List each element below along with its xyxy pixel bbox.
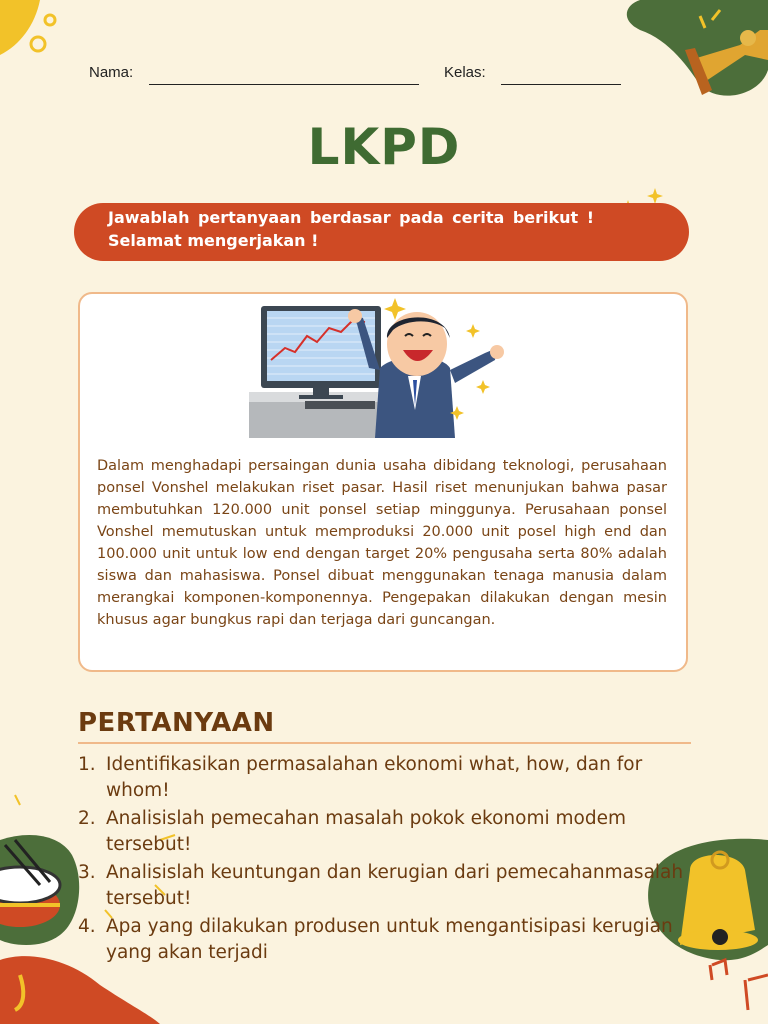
- name-label: Nama:: [89, 64, 134, 81]
- question-number: 1.: [78, 754, 96, 775]
- question-item: [78, 914, 698, 966]
- class-label: Kelas:: [444, 64, 486, 81]
- question-item: [78, 860, 698, 912]
- page-title: LKPD: [307, 118, 461, 176]
- question-item: [78, 752, 698, 804]
- questions-heading: PERTANYAAN: [78, 708, 275, 738]
- instruction-text: Jawablah pertanyaan berdasar pada cerita berikut ! Selamat mengerjakan !: [108, 208, 594, 250]
- name-field-line[interactable]: [149, 84, 419, 85]
- trumpet-icon: [627, 0, 768, 96]
- question-number: 3.: [78, 862, 96, 883]
- question-text: Analisislah keuntungan dan kerugian dari pemecahanmasalah tersebut!: [106, 862, 684, 909]
- question-number: 2.: [78, 808, 96, 829]
- question-item: [78, 806, 698, 858]
- question-text: Apa yang dilakukan produsen untuk mengantisipasi kerugian yang akan terjadi: [106, 916, 673, 963]
- question-number: 4.: [78, 916, 96, 937]
- story-text: Dalam menghadapi persaingan dunia usaha dibidang teknologi, perusahaan ponsel Vonshel melakukan riset pasar. Hasil riset menunjukan bahwa pasar membutuhkan 120.000 unit ponsel setiap minggunya. Perusahaan ponsel Vonshel memutuskan untuk memproduksi 20.000 unit posel high end dan 100.000 unit untuk low end dengan target 20% pengusaha serta 80% adalah siswa dan mahasiswa. Ponsel dibuat menggunakan tenaga manusia dalam merangkai komponen-komponennya. Pengepakan dilakukan dengan mesin khusus agar bungkus rapi dan terjaga dari guncangan.: [97, 458, 667, 628]
- music-note-icon: [0, 0, 55, 55]
- question-text: Identifikasikan permasalahan ekonomi what, how, dan for whom!: [106, 754, 643, 801]
- class-field-line[interactable]: [501, 84, 621, 85]
- questions-divider: [78, 742, 691, 744]
- question-text: Analisislah pemecahan masalah pokok ekonomi modem tersebut!: [106, 808, 626, 855]
- business-man-computer-illustration: [245, 298, 515, 443]
- question-list: [78, 752, 698, 968]
